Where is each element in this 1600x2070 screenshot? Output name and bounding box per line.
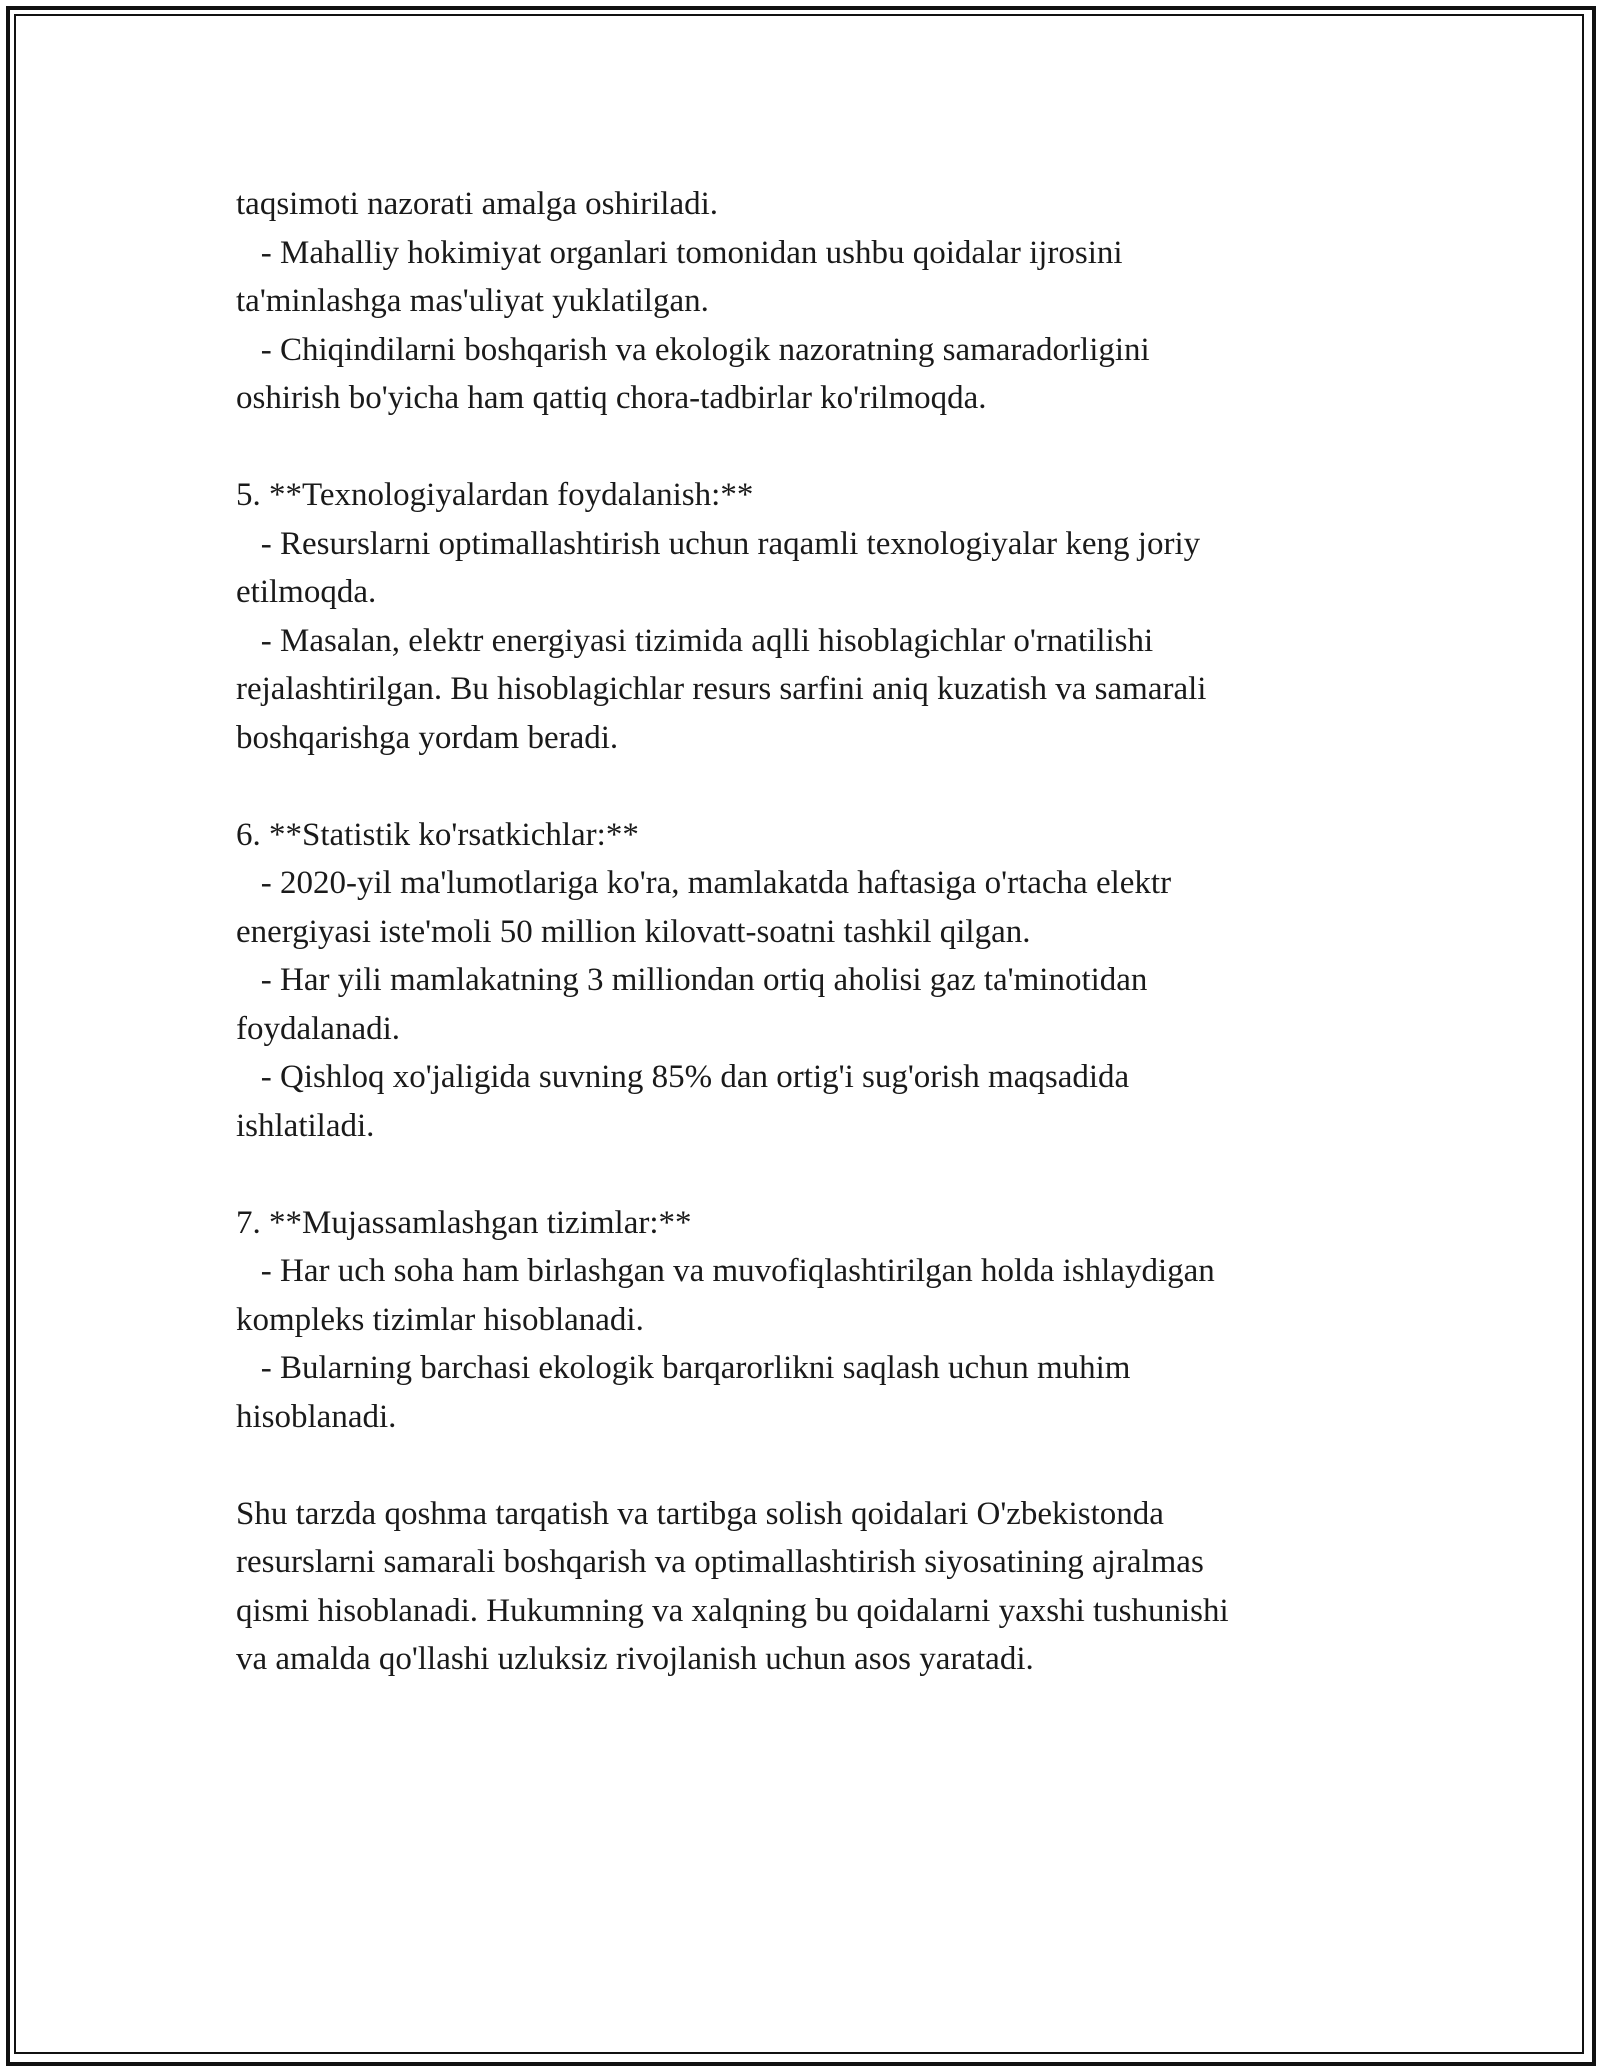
text-line: - Qishloq xo'jaligida suvning 85% dan ortig'i sug'orish maqsadida	[236, 1059, 1130, 1095]
section-heading: 6. **Statistik ko'rsatkichlar:**	[236, 816, 639, 853]
text-line: oshirish bo'yicha ham qattiq chora-tadbirlar ko'rilmoqda.	[236, 380, 987, 416]
text-line: hisoblanadi.	[236, 1398, 397, 1435]
text-line: - Masalan, elektr energiyasi tizimida aqlli hisoblagichlar o'rnatilishi	[236, 622, 1154, 659]
text-line: etilmoqda.	[236, 574, 377, 610]
paragraph-gap	[236, 423, 1376, 472]
text-line: ishlatiladi.	[236, 1107, 375, 1144]
paragraph-gap	[236, 1150, 1376, 1199]
text-line: va amalda qo'llashi uzluksiz rivojlanish uchun asos yaratadi.	[236, 1641, 1034, 1677]
text-line: - Mahalliy hokimiyat organlari tomonidan ushbu qoidalar ijrosini	[236, 234, 1123, 271]
text-line: resurslarni samarali boshqarish va optimallashtirish siyosatining ajralmas	[236, 1544, 1204, 1580]
text-line: boshqarishga yordam beradi.	[236, 719, 619, 756]
text-line: - 2020-yil ma'lumotlariga ko'ra, mamlakatda haftasiga o'rtacha elektr	[236, 865, 1172, 901]
text-line: qismi hisoblanadi. Hukumning va xalqning bu qoidalarni yaxshi tushunishi	[236, 1592, 1229, 1629]
text-line: - Chiqindilarni boshqarish va ekologik nazoratning samaradorligini	[236, 331, 1150, 368]
text-line: kompleks tizimlar hisoblanadi.	[236, 1301, 644, 1338]
text-line: - Har yili mamlakatning 3 milliondan ortiq aholisi gaz ta'minotidan	[236, 962, 1148, 998]
section-heading: 7. **Mujassamlashgan tizimlar:**	[236, 1204, 692, 1241]
text-line: Shu tarzda qoshma tarqatish va tartibga solish qoidalari O'zbekistonda	[236, 1495, 1164, 1532]
text-line: - Resurslarni optimallashtirish uchun raqamli texnologiyalar keng joriy	[236, 525, 1201, 562]
text-line: taqsimoti nazorati amalga oshiriladi.	[236, 186, 719, 222]
text-line: - Har uch soha ham birlashgan va muvofiqlashtirilgan holda ishlaydigan	[236, 1253, 1215, 1289]
text-line: foydalanadi.	[236, 1010, 401, 1047]
text-line: ta'minlashga mas'uliyat yuklatilgan.	[236, 283, 709, 319]
paragraph-gap	[236, 762, 1376, 811]
section-heading: 5. **Texnologiyalardan foydalanish:**	[236, 477, 754, 513]
text-line: rejalashtirilgan. Bu hisoblagichlar resurs sarfini aniq kuzatish va samarali	[236, 671, 1207, 707]
text-line: energiyasi iste'moli 50 million kilovatt-soatni tashkil qilgan.	[236, 913, 1031, 950]
paragraph-gap	[236, 1441, 1376, 1490]
text-line: - Bularning barchasi ekologik barqarorlikni saqlash uchun muhim	[236, 1350, 1131, 1386]
document-body	[236, 180, 1376, 1684]
